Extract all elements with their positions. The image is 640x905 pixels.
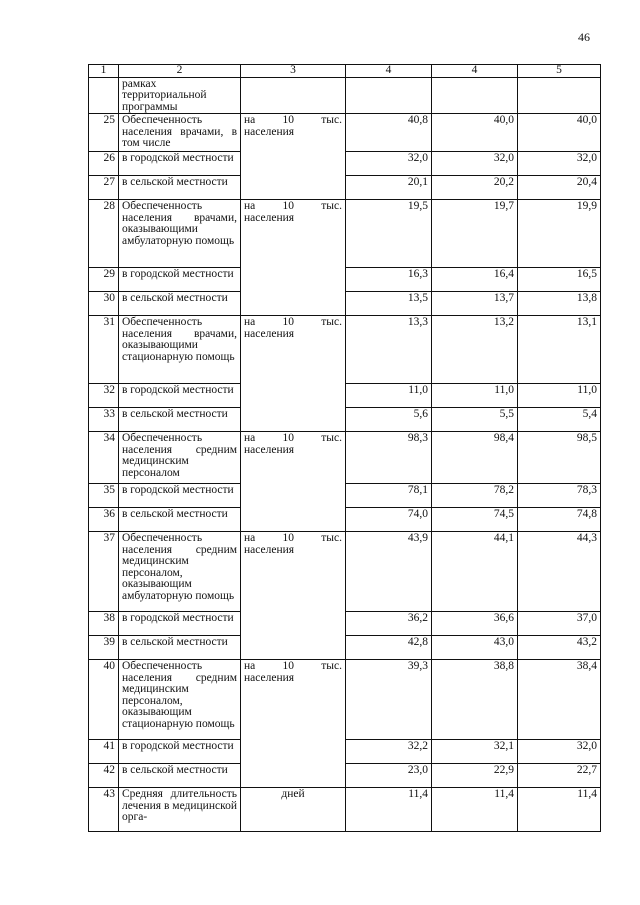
value-cell: 5,6 bbox=[346, 408, 432, 432]
value-cell bbox=[518, 77, 601, 114]
indicator-name-cell: Обеспеченность населения средним медицинским персоналом, оказывающим стационарную помощь bbox=[119, 660, 241, 740]
header-cell: 4 bbox=[432, 65, 518, 78]
value-cell: 78,2 bbox=[432, 484, 518, 508]
value-cell: 38,4 bbox=[518, 660, 601, 740]
table-row bbox=[89, 788, 601, 832]
row-number-cell: 34 bbox=[89, 432, 119, 484]
table-row bbox=[89, 316, 601, 384]
unit-cell: на 10 тыс. населения bbox=[241, 432, 346, 532]
value-cell: 5,4 bbox=[518, 408, 601, 432]
value-cell: 22,7 bbox=[518, 764, 601, 788]
value-cell: 20,4 bbox=[518, 176, 601, 200]
value-cell: 13,5 bbox=[346, 292, 432, 316]
unit-cell: на 10 тыс. населения bbox=[241, 660, 346, 788]
indicator-name-cell: в сельской местности bbox=[119, 292, 241, 316]
indicator-name-cell: Обеспеченность населения врачами, оказывающими амбулаторную помощь bbox=[119, 200, 241, 268]
value-cell: 36,6 bbox=[432, 612, 518, 636]
row-number-cell: 27 bbox=[89, 176, 119, 200]
value-cell: 98,3 bbox=[346, 432, 432, 484]
header-cell: 1 bbox=[89, 65, 119, 78]
value-cell: 11,4 bbox=[432, 788, 518, 832]
indicator-name-cell: Обеспеченность населения врачами, в том числе bbox=[119, 114, 241, 152]
value-cell: 11,0 bbox=[346, 384, 432, 408]
value-cell: 32,0 bbox=[518, 152, 601, 176]
value-cell: 40,8 bbox=[346, 114, 432, 152]
value-cell: 13,3 bbox=[346, 316, 432, 384]
indicator-name-cell: Обеспеченность населения средним медицинским персоналом bbox=[119, 432, 241, 484]
value-cell: 39,3 bbox=[346, 660, 432, 740]
row-number-cell: 35 bbox=[89, 484, 119, 508]
value-cell: 16,5 bbox=[518, 268, 601, 292]
indicator-name-cell: в сельской местности bbox=[119, 408, 241, 432]
value-cell bbox=[346, 77, 432, 114]
value-cell: 74,5 bbox=[432, 508, 518, 532]
table-row bbox=[89, 660, 601, 740]
value-cell: 42,8 bbox=[346, 636, 432, 660]
value-cell: 98,4 bbox=[432, 432, 518, 484]
value-cell: 43,9 bbox=[346, 532, 432, 612]
value-cell: 13,2 bbox=[432, 316, 518, 384]
value-cell: 22,9 bbox=[432, 764, 518, 788]
value-cell: 78,1 bbox=[346, 484, 432, 508]
unit-cell: дней bbox=[241, 788, 346, 832]
header-cell: 4 bbox=[346, 65, 432, 78]
value-cell: 20,1 bbox=[346, 176, 432, 200]
value-cell: 98,5 bbox=[518, 432, 601, 484]
unit-cell: на 10 тыс. населения bbox=[241, 114, 346, 200]
row-number-cell: 40 bbox=[89, 660, 119, 740]
value-cell: 36,2 bbox=[346, 612, 432, 636]
value-cell: 19,7 bbox=[432, 200, 518, 268]
indicator-name-cell: в городской местности bbox=[119, 612, 241, 636]
indicator-name-cell: в городской местности bbox=[119, 268, 241, 292]
header-cell: 5 bbox=[518, 65, 601, 78]
page-number: 46 bbox=[578, 30, 590, 44]
indicator-name-cell: в городской местности bbox=[119, 484, 241, 508]
value-cell: 43,0 bbox=[432, 636, 518, 660]
indicator-name-cell: рамках территориальной программы bbox=[119, 77, 241, 114]
value-cell: 44,3 bbox=[518, 532, 601, 612]
value-cell: 13,8 bbox=[518, 292, 601, 316]
header-cell: 2 bbox=[119, 65, 241, 78]
header-row bbox=[89, 65, 601, 78]
indicator-name-cell: в городской местности bbox=[119, 152, 241, 176]
value-cell: 78,3 bbox=[518, 484, 601, 508]
row-number-cell: 37 bbox=[89, 532, 119, 612]
value-cell: 43,2 bbox=[518, 636, 601, 660]
row-number-cell: 29 bbox=[89, 268, 119, 292]
indicator-name-cell: Средняя длительность лечения в медицинской орга- bbox=[119, 788, 241, 832]
row-number-cell: 43 bbox=[89, 788, 119, 832]
indicator-name-cell: в сельской местности bbox=[119, 508, 241, 532]
row-number-cell: 31 bbox=[89, 316, 119, 384]
value-cell: 37,0 bbox=[518, 612, 601, 636]
row-number-cell: 42 bbox=[89, 764, 119, 788]
value-cell: 11,0 bbox=[518, 384, 601, 408]
indicator-name-cell: в сельской местности bbox=[119, 764, 241, 788]
unit-cell: на 10 тыс. населения bbox=[241, 532, 346, 660]
indicator-name-cell: Обеспеченность населения врачами, оказывающими стационарную помощь bbox=[119, 316, 241, 384]
row-number-cell: 30 bbox=[89, 292, 119, 316]
value-cell: 32,0 bbox=[518, 740, 601, 764]
header-cell: 3 bbox=[241, 65, 346, 78]
value-cell: 74,0 bbox=[346, 508, 432, 532]
row-number-cell: 36 bbox=[89, 508, 119, 532]
indicators-table bbox=[88, 64, 601, 832]
row-number-cell: 41 bbox=[89, 740, 119, 764]
value-cell: 16,3 bbox=[346, 268, 432, 292]
value-cell: 32,0 bbox=[432, 152, 518, 176]
value-cell: 32,0 bbox=[346, 152, 432, 176]
value-cell: 13,1 bbox=[518, 316, 601, 384]
value-cell: 44,1 bbox=[432, 532, 518, 612]
indicator-name-cell: в сельской местности bbox=[119, 176, 241, 200]
continuation-row bbox=[89, 77, 601, 114]
value-cell: 11,4 bbox=[518, 788, 601, 832]
value-cell: 38,8 bbox=[432, 660, 518, 740]
unit-cell bbox=[241, 77, 346, 114]
value-cell bbox=[432, 77, 518, 114]
table-row bbox=[89, 532, 601, 612]
row-number-cell: 33 bbox=[89, 408, 119, 432]
value-cell: 40,0 bbox=[432, 114, 518, 152]
indicator-name-cell: в городской местности bbox=[119, 740, 241, 764]
value-cell: 32,1 bbox=[432, 740, 518, 764]
value-cell: 23,0 bbox=[346, 764, 432, 788]
unit-cell: на 10 тыс. населения bbox=[241, 316, 346, 432]
row-number-cell: 38 bbox=[89, 612, 119, 636]
row-number-cell: 32 bbox=[89, 384, 119, 408]
value-cell: 16,4 bbox=[432, 268, 518, 292]
row-number-cell bbox=[89, 77, 119, 114]
table-row bbox=[89, 200, 601, 268]
row-number-cell: 26 bbox=[89, 152, 119, 176]
table-row bbox=[89, 432, 601, 484]
value-cell: 11,0 bbox=[432, 384, 518, 408]
row-number-cell: 28 bbox=[89, 200, 119, 268]
value-cell: 74,8 bbox=[518, 508, 601, 532]
value-cell: 11,4 bbox=[346, 788, 432, 832]
value-cell: 40,0 bbox=[518, 114, 601, 152]
indicator-name-cell: Обеспеченность населения средним медицинским персоналом, оказывающим амбулаторную помощь bbox=[119, 532, 241, 612]
value-cell: 19,9 bbox=[518, 200, 601, 268]
row-number-cell: 39 bbox=[89, 636, 119, 660]
indicator-name-cell: в городской местности bbox=[119, 384, 241, 408]
row-number-cell: 25 bbox=[89, 114, 119, 152]
table-row bbox=[89, 114, 601, 152]
value-cell: 5,5 bbox=[432, 408, 518, 432]
value-cell: 13,7 bbox=[432, 292, 518, 316]
value-cell: 32,2 bbox=[346, 740, 432, 764]
indicator-name-cell: в сельской местности bbox=[119, 636, 241, 660]
value-cell: 19,5 bbox=[346, 200, 432, 268]
value-cell: 20,2 bbox=[432, 176, 518, 200]
unit-cell: на 10 тыс. населения bbox=[241, 200, 346, 316]
